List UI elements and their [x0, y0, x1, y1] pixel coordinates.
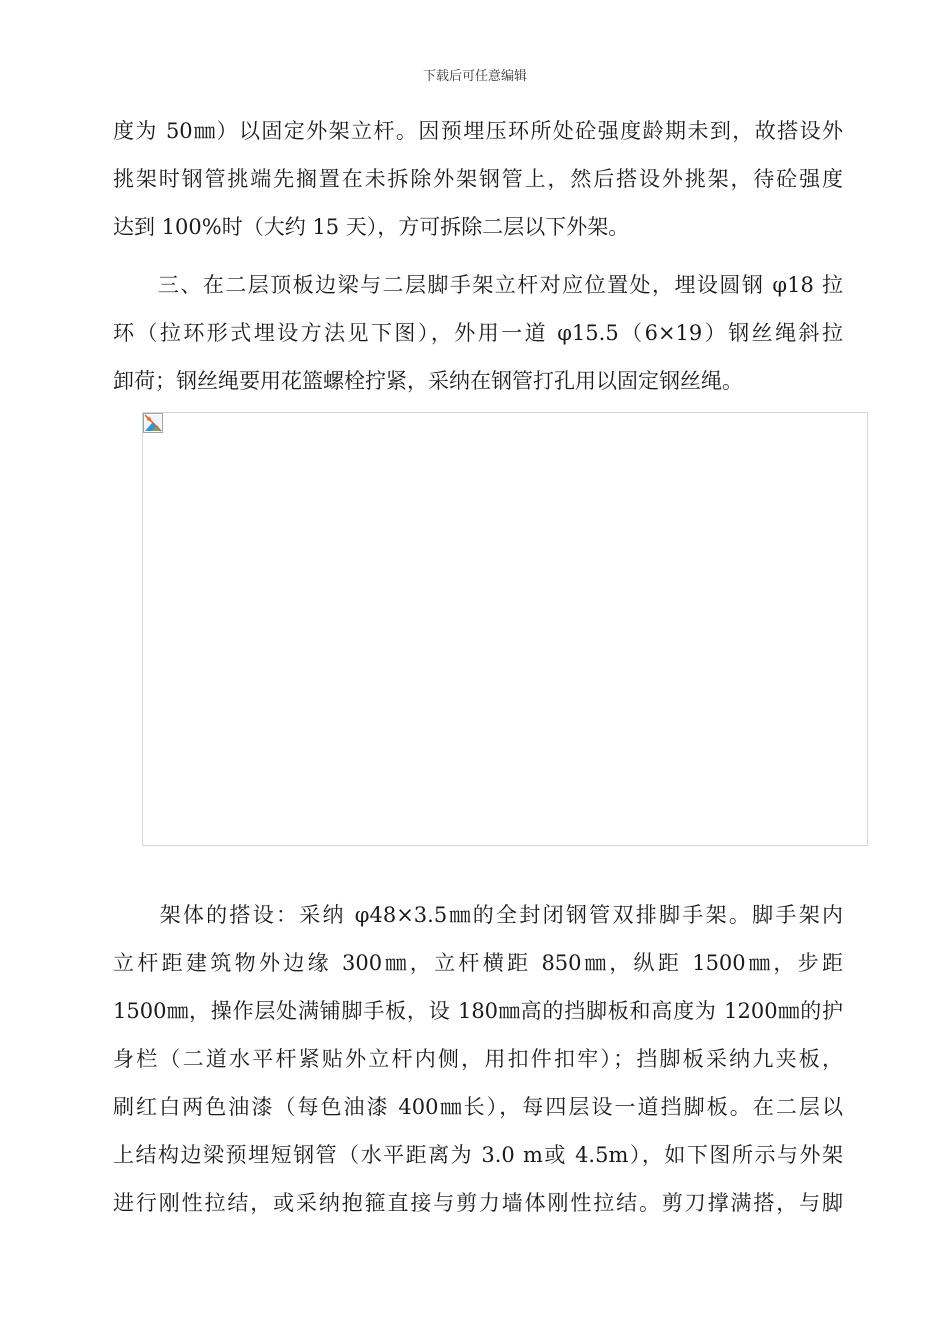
broken-image-icon: [143, 413, 163, 433]
text-line: 卸荷；钢丝绳要用花篮螺栓拧紧，采纳在钢管打孔用以固定钢丝绳。: [113, 369, 743, 393]
text-line: 度为 50㎜）以固定外架立杆。因预埋压环所处砼强度龄期未到，故搭设外: [113, 119, 843, 143]
text-line: 1500㎜，操作层处满铺脚手板，设 180㎜高的挡脚板和高度为 1200㎜的护: [113, 999, 843, 1023]
paragraph-1: [113, 107, 843, 251]
paragraph-2: [113, 261, 843, 405]
text-line: 立杆距建筑物外边缘 300㎜，立杆横距 850㎜，纵距 1500㎜，步距: [113, 951, 843, 975]
text-line: 挑架时钢管挑端先搁置在未拆除外架钢管上，然后搭设外挑架，待砼强度: [113, 167, 843, 191]
text-line: 进行刚性拉结，或采纳抱箍直接与剪力墙体刚性拉结。剪刀撑满搭，与脚: [113, 1191, 843, 1215]
text-line: 身栏（二道水平杆紧贴外立杆内侧，用扣件扣牢）；挡脚板采纳九夹板，: [113, 1047, 843, 1071]
text-line: 三、在二层顶板边梁与二层脚手架立杆对应位置处，埋设圆钢 φ18 拉: [113, 273, 843, 297]
paragraph-3: [113, 891, 843, 1227]
page-header: 下载后可任意编辑: [422, 69, 527, 84]
text-line: 架体的搭设：采纳 φ48×3.5㎜的全封闭钢管双排脚手架。脚手架内: [113, 903, 843, 927]
figure-placeholder: [142, 412, 868, 846]
text-line: 刷红白两色油漆（每色油漆 400㎜长），每四层设一道挡脚板。在二层以: [113, 1095, 843, 1119]
text-line: 上结构边梁预埋短钢管（水平距离为 3.0 m或 4.5m），如下图所示与外架: [113, 1143, 843, 1167]
text-line: 达到 100%时（大约 15 天），方可拆除二层以下外架。: [113, 215, 630, 239]
text-line: 环（拉环形式埋设方法见下图），外用一道 φ15.5（6×19）钢丝绳斜拉: [113, 321, 843, 345]
